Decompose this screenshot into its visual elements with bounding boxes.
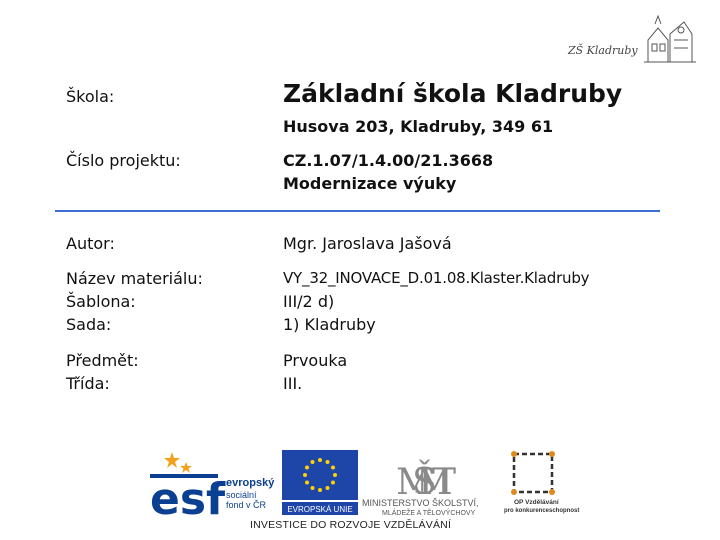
school-logo-text: ZŠ Kladruby (568, 44, 638, 57)
eu-star (311, 460, 315, 464)
eu-star (326, 486, 330, 490)
eu-star (305, 481, 309, 485)
svg-text:fond v ČR: fond v ČR (226, 500, 267, 510)
school-name: Základní škola Kladruby (283, 79, 623, 108)
project-name: Modernizace výuky (283, 174, 457, 193)
material-name: VY_32_INOVACE_D.01.08.Klaster.Kladruby (283, 269, 590, 287)
svg-text:pro konkurenceschopnost: pro konkurenceschopnost (504, 508, 580, 514)
eu-star (331, 481, 335, 485)
author-value: Mgr. Jaroslava Jašová (283, 234, 452, 253)
eu-star (326, 460, 330, 464)
eu-flag-logo (282, 450, 358, 516)
divider-line (55, 210, 660, 212)
eu-star (318, 488, 322, 492)
svg-text:MINISTERSTVO ŠKOLSTVÍ,: MINISTERSTVO ŠKOLSTVÍ, (362, 498, 479, 508)
svg-text:MLÁDEŽE A TĚLOVÝCHOVY: MLÁDEŽE A TĚLOVÝCHOVY (382, 510, 476, 516)
class-value: III. (283, 374, 303, 393)
eu-star (303, 473, 307, 477)
school-logo (560, 10, 700, 70)
template-label: Šablona: (66, 292, 136, 311)
project-number-label: Číslo projektu: (66, 151, 181, 170)
msmt-logo (362, 450, 492, 516)
eu-star (305, 466, 309, 470)
eu-star (333, 473, 337, 477)
set-label: Sada: (66, 315, 112, 334)
school-address: Husova 203, Kladruby, 349 61 (283, 117, 554, 136)
author-label: Autor: (66, 234, 115, 253)
eu-star (318, 458, 322, 462)
svg-text:esf: esf (150, 474, 226, 516)
school-building-icon (560, 10, 700, 70)
subject-value: Prvouka (283, 351, 348, 370)
svg-text:evropský: evropský (226, 477, 275, 489)
class-label: Třída: (66, 374, 110, 393)
subject-label: Předmět: (66, 351, 139, 370)
svg-text:EVROPSKÁ UNIE: EVROPSKÁ UNIE (287, 505, 353, 514)
svg-text:MŠMT: MŠMT (396, 462, 456, 503)
material-name-label: Název materiálu: (66, 269, 203, 288)
template-value: III/2 d) (283, 292, 335, 311)
project-number: CZ.1.07/1.4.00/21.3668 (283, 151, 494, 170)
eu-star (311, 486, 315, 490)
op-vk-logo (500, 448, 580, 516)
svg-text:sociální: sociální (226, 490, 257, 500)
esf-logo (150, 448, 280, 516)
set-value: 1) Kladruby (283, 315, 376, 334)
svg-text:OP Vzdělávání: OP Vzdělávání (514, 499, 559, 506)
school-label: Škola: (66, 87, 115, 106)
footer-caption: INVESTICE DO ROZVOJE VZDĚLÁVÁNÍ (250, 519, 452, 531)
eu-star (331, 466, 335, 470)
